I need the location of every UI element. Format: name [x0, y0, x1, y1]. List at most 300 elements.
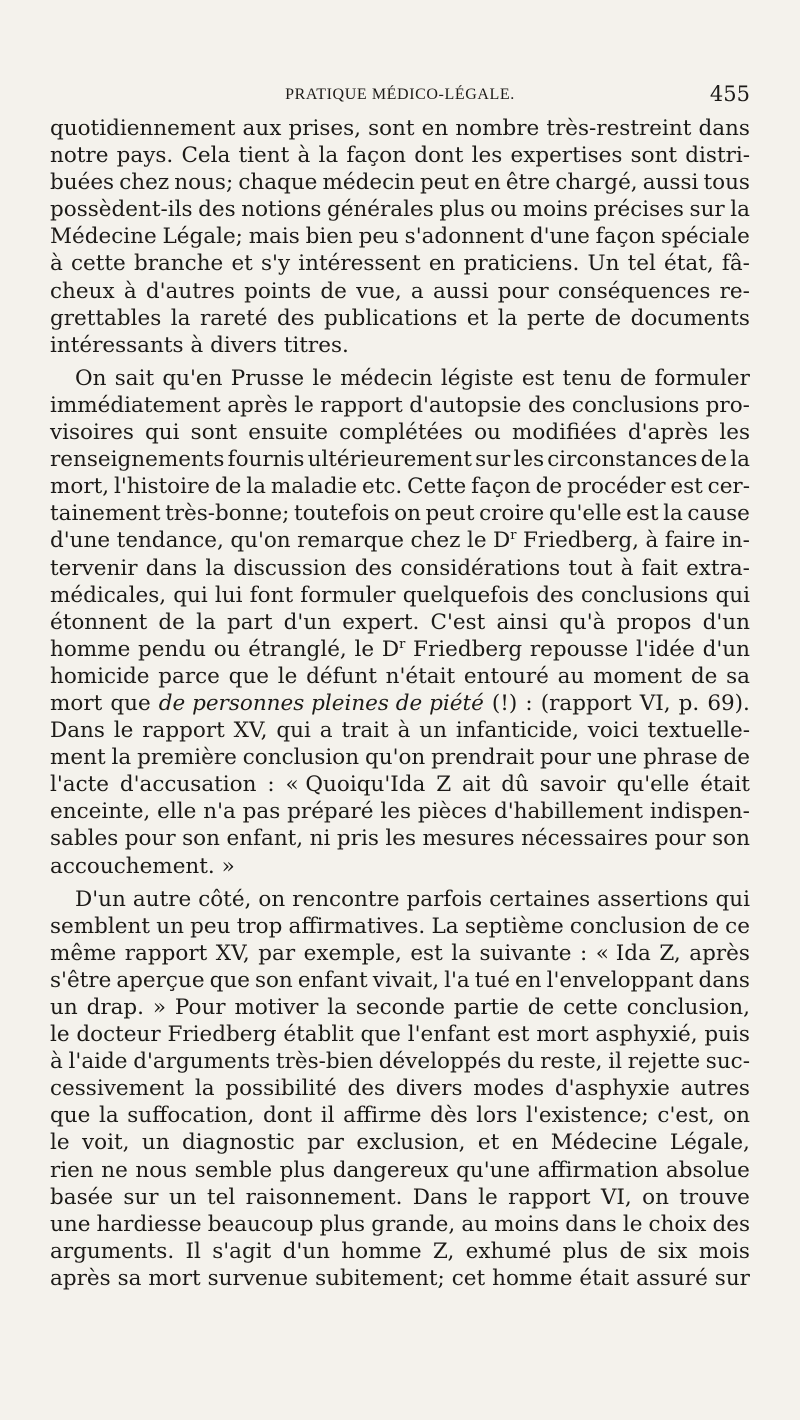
word: arguments.: [50, 1238, 175, 1264]
word: après: [689, 940, 750, 966]
word: état,: [664, 251, 714, 277]
word: légiste: [440, 365, 514, 391]
word: intéressants: [50, 332, 184, 358]
word: aussi: [432, 278, 489, 304]
word: était: [579, 1265, 630, 1291]
word: entouré: [463, 663, 549, 689]
word: d'un: [282, 1238, 330, 1264]
word: XV,: [233, 718, 268, 744]
word: façon: [346, 143, 407, 169]
text-line: [50, 825, 750, 852]
word: qu'à: [559, 609, 606, 635]
word: :: [579, 940, 588, 966]
text-line: [50, 169, 750, 196]
word: hardiesse: [96, 1211, 202, 1237]
word: etc.: [361, 474, 403, 500]
word: pièces: [417, 799, 488, 825]
word: l'acte: [50, 772, 110, 798]
word: Prusse: [230, 365, 305, 391]
word: possibilité: [225, 1076, 337, 1102]
word: d'arguments: [133, 1049, 271, 1075]
word: faire: [664, 528, 716, 554]
word: enfant,: [226, 826, 304, 852]
word: pour: [497, 278, 549, 304]
word: »: [152, 995, 167, 1020]
doctor-superscript: r: [399, 636, 406, 652]
word: subitement;: [315, 1265, 445, 1291]
word: modifiées: [512, 420, 617, 446]
word: ainsi: [496, 609, 548, 635]
word: enceinte,: [50, 799, 151, 825]
word: n'était: [385, 663, 456, 689]
word: Médecine: [550, 1130, 658, 1156]
word: que: [360, 1022, 401, 1048]
word: les: [380, 799, 412, 825]
text-line: [50, 582, 750, 609]
word: de: [723, 745, 750, 771]
word: cer-: [707, 474, 750, 500]
word: d'un: [283, 609, 332, 635]
word: une: [50, 1211, 91, 1237]
word: la: [663, 501, 683, 527]
word: être: [505, 170, 551, 196]
word: exhumé: [465, 1238, 552, 1264]
word: trait: [341, 718, 389, 744]
word: sont: [630, 143, 678, 169]
word: perte: [526, 305, 586, 331]
word: plus: [279, 1157, 326, 1183]
word: ait: [462, 772, 491, 798]
word: conclusion,: [626, 995, 750, 1020]
word: parce: [158, 663, 220, 689]
word: :: [267, 772, 275, 798]
text-line: [50, 500, 750, 527]
word: procéder: [567, 474, 666, 500]
word: façon: [471, 474, 531, 500]
word: l'existence;: [526, 1103, 649, 1129]
running-title: PRATIQUE MÉDICO-LÉGALE.: [285, 86, 515, 103]
word: intéressent: [298, 251, 421, 277]
word: septième: [464, 913, 564, 939]
word: dans: [698, 967, 750, 993]
word: pris: [336, 826, 379, 852]
word: semble: [194, 1157, 273, 1183]
word: docteur: [76, 1022, 161, 1048]
word: les: [513, 447, 545, 473]
word: Dans: [50, 718, 105, 744]
word: les: [719, 420, 750, 446]
word: l'a: [444, 967, 470, 993]
word: dans: [565, 1211, 617, 1237]
word: reste,: [540, 1049, 603, 1075]
text-line: [50, 305, 750, 332]
word: de: [535, 474, 563, 500]
word: cessivement: [50, 1076, 185, 1102]
word: la: [170, 305, 191, 331]
word: prises,: [288, 116, 361, 141]
word: la: [318, 143, 339, 169]
word: sables: [50, 826, 119, 852]
word: le: [50, 1130, 70, 1156]
word: d'accusation: [119, 772, 257, 798]
word: il: [608, 1049, 622, 1075]
word: basée: [50, 1184, 114, 1210]
word: les: [385, 826, 417, 852]
word: $D^r$: [493, 528, 517, 554]
word: quelquefois: [402, 582, 530, 608]
word: beaucoup: [207, 1211, 314, 1237]
word: est: [626, 501, 659, 527]
word: titres.: [283, 332, 349, 358]
word: étranglé,: [248, 636, 347, 662]
word: à: [50, 251, 63, 277]
word: six: [657, 1238, 688, 1264]
word: un: [50, 995, 78, 1020]
word: était: [700, 772, 750, 798]
word: le: [478, 1184, 498, 1210]
word: possèdent-ils: [50, 197, 193, 223]
word: conclusion: [569, 913, 687, 939]
word: chaque: [238, 170, 318, 196]
word: en: [421, 116, 449, 141]
text-line: [50, 636, 750, 663]
word: savoir: [539, 772, 606, 798]
word: on: [642, 1184, 669, 1210]
word: défunt: [306, 663, 377, 689]
word: en: [474, 170, 501, 196]
word: que: [110, 690, 151, 716]
word: buées: [50, 170, 115, 196]
word: sa: [726, 663, 750, 689]
text-line: [50, 798, 750, 825]
text-line: [50, 196, 750, 223]
word: immédiatement: [50, 392, 221, 418]
word: dans: [698, 116, 750, 141]
text-line: [50, 115, 750, 142]
word: Pour: [174, 995, 226, 1020]
word: de: [692, 913, 719, 939]
word: aux: [242, 116, 282, 141]
word: par: [258, 940, 296, 966]
word: à: [397, 718, 411, 744]
word: des: [536, 582, 574, 608]
word: la: [730, 447, 750, 473]
word: est: [670, 474, 703, 500]
text-line: [50, 1102, 750, 1129]
word: rejette: [627, 1049, 701, 1075]
word: nombre: [455, 116, 540, 141]
word: un: [141, 1130, 170, 1156]
text-line: [50, 967, 750, 994]
word: certaines: [489, 886, 591, 912]
word: et: [231, 251, 253, 277]
word: la: [730, 197, 750, 223]
word: des: [198, 197, 236, 223]
text-line: [50, 419, 750, 446]
word: aussi: [642, 170, 699, 196]
word: sur: [123, 1184, 159, 1210]
word: Z,: [432, 1238, 455, 1264]
word: après: [50, 1265, 111, 1291]
word: suc-: [705, 1049, 750, 1075]
word: autre: [132, 886, 192, 912]
word: dès: [430, 1103, 468, 1129]
word: nous;: [174, 170, 234, 196]
word: ou: [490, 197, 518, 223]
word: est: [521, 365, 555, 391]
word: s'agit: [212, 1238, 272, 1264]
text-line: [50, 609, 750, 636]
word: que: [50, 1103, 91, 1129]
word: assertions: [597, 886, 709, 912]
text-line: [50, 527, 750, 554]
word: ensuite: [248, 420, 328, 446]
word: ou: [474, 420, 501, 446]
word: suivante: [479, 940, 572, 966]
word: $D^r$: [381, 636, 406, 662]
word: de: [214, 474, 242, 500]
word: trouve: [679, 1184, 750, 1210]
word: dont: [262, 1103, 313, 1129]
word: très-restreint: [546, 116, 692, 141]
word: tout: [568, 555, 613, 581]
word: le: [466, 528, 487, 554]
word: tainement: [50, 501, 161, 527]
word: est: [497, 1022, 530, 1048]
word: Médecine: [50, 224, 157, 250]
word: Cette: [407, 474, 467, 500]
word: rapport: [320, 392, 403, 418]
word: façon: [595, 224, 656, 250]
word: cheux: [50, 278, 115, 304]
word: s'adonnent: [404, 224, 525, 250]
text-line: [50, 1129, 750, 1156]
word: un: [419, 718, 447, 744]
word: divers: [395, 1076, 463, 1102]
word: moins: [494, 1211, 560, 1237]
word: l'aide: [68, 1049, 128, 1075]
word: rareté: [200, 305, 268, 331]
word: « Ida: [595, 940, 651, 966]
word: sa: [117, 1265, 142, 1291]
word: considérations: [400, 555, 561, 581]
word: notre: [50, 143, 109, 169]
word: à: [50, 1049, 63, 1075]
word: qu'une: [456, 1157, 531, 1183]
word: infanticide,: [455, 718, 579, 744]
word: prendrait: [431, 745, 535, 771]
word: homme: [50, 636, 131, 662]
word: des: [354, 555, 393, 581]
word: a: [410, 278, 424, 304]
word: indispen-: [649, 799, 750, 825]
word: le: [312, 365, 333, 391]
word: cause: [687, 501, 750, 527]
word: motiver: [234, 995, 319, 1020]
word: drap.: [86, 995, 145, 1020]
word: pendu: [138, 636, 206, 662]
word: diagnostic: [182, 1130, 295, 1156]
word: d'habillement: [493, 799, 644, 825]
word: générales: [326, 197, 434, 223]
word: précises: [593, 197, 684, 223]
word: homme: [341, 1238, 422, 1264]
word: s'y: [261, 251, 291, 277]
word: le: [277, 663, 298, 689]
text-line: [50, 663, 750, 690]
word: VI,: [639, 690, 671, 716]
word: spéciale: [661, 224, 750, 250]
word: re-: [719, 278, 750, 304]
word: notions: [241, 197, 322, 223]
word: modes: [473, 1076, 545, 1102]
word: publications: [324, 305, 458, 331]
word: extra-: [686, 555, 750, 581]
word: médecin: [322, 170, 415, 196]
word: pour: [540, 745, 591, 771]
word: XV,: [215, 940, 250, 966]
word: sont: [190, 420, 238, 446]
word: la: [327, 995, 347, 1020]
text-line: [50, 853, 750, 880]
word: qui: [715, 886, 750, 912]
text-line: [50, 913, 750, 940]
word: (!): [491, 690, 518, 716]
word: Un: [587, 251, 620, 277]
word: le: [354, 636, 375, 662]
doctor-superscript: r: [510, 528, 517, 544]
word: conséquences: [557, 278, 711, 304]
word: exemple,: [303, 940, 402, 966]
word: après: [227, 392, 288, 418]
word: de: [700, 447, 728, 473]
word: Légale,: [669, 1130, 750, 1156]
word: à: [123, 278, 137, 304]
word: chez: [410, 528, 461, 554]
word: très-bonne;: [165, 501, 290, 527]
word: qui: [173, 582, 208, 608]
word: d'une: [529, 224, 590, 250]
running-head: [50, 82, 750, 112]
word: ment: [50, 745, 106, 771]
word: ne: [101, 1157, 128, 1183]
word: puis: [704, 1022, 750, 1048]
word: 69).: [707, 690, 750, 716]
word: la: [497, 305, 518, 331]
word: grande,: [371, 1211, 456, 1237]
word: tel: [627, 251, 656, 277]
text-line: [50, 690, 750, 717]
word: chez: [119, 170, 170, 196]
word: La: [431, 913, 459, 939]
word: homicide: [50, 663, 150, 689]
word: d'autres: [145, 278, 235, 304]
word: sont: [368, 116, 415, 141]
word: ni: [309, 826, 331, 852]
word: assuré: [636, 1265, 708, 1291]
word: mois: [698, 1238, 750, 1264]
word: nous: [135, 1157, 188, 1183]
word: la: [196, 609, 216, 635]
word: VI,: [600, 1184, 632, 1210]
word: voici: [587, 718, 639, 744]
word: d'un: [702, 609, 750, 635]
word: « Quoiqu'Ida: [285, 772, 426, 798]
word: d'une: [50, 528, 111, 554]
text-line: [50, 142, 750, 169]
word: sur: [475, 447, 511, 473]
word: est: [410, 940, 443, 966]
word: affirmation: [537, 1157, 659, 1183]
word: tervenir: [50, 555, 138, 581]
word: absolue: [665, 1157, 750, 1183]
word: pas: [242, 799, 281, 825]
word: fait: [641, 555, 678, 581]
word: de: [527, 995, 555, 1020]
word: plus: [562, 1238, 609, 1264]
word: à: [297, 143, 311, 169]
word: de: [320, 278, 347, 304]
word: et: [477, 1130, 500, 1156]
word: l'idée: [635, 636, 695, 662]
word: établit: [283, 1022, 354, 1048]
word: divers: [210, 332, 277, 358]
word: maladie: [270, 474, 358, 500]
word: parfois: [406, 886, 483, 912]
word: première: [137, 745, 237, 771]
word: lors: [476, 1103, 518, 1129]
word: de: [690, 663, 718, 689]
word: Il: [185, 1238, 201, 1264]
word: praticiens.: [463, 251, 580, 277]
word: par: [307, 1130, 344, 1156]
word: il: [320, 1103, 335, 1129]
word: c'est,: [657, 1103, 715, 1129]
word: un: [156, 913, 184, 939]
word: repousse: [529, 636, 629, 662]
text-line: [50, 771, 750, 798]
word: part: [226, 609, 273, 635]
word: mort: [148, 1265, 201, 1291]
word: chargé,: [555, 170, 638, 196]
word: la: [205, 555, 226, 581]
word: branche: [133, 251, 224, 277]
word: l'enfant: [407, 1022, 491, 1048]
word: sur: [689, 197, 725, 223]
word: lui: [214, 582, 243, 608]
word: mesures: [422, 826, 515, 852]
text-line: [50, 250, 750, 277]
word: de: [594, 305, 622, 331]
word: développés: [378, 1049, 502, 1075]
word: peu: [190, 913, 231, 939]
word: fâ-: [721, 251, 750, 277]
word: bien: [305, 224, 353, 250]
word: en: [511, 1130, 539, 1156]
word: in-: [721, 528, 750, 554]
word: étonnent: [50, 609, 148, 635]
word: documents: [630, 305, 750, 331]
word: asphyxié,: [595, 1022, 698, 1048]
word: une: [596, 745, 638, 771]
word: peut: [420, 170, 469, 196]
word: mais: [248, 224, 300, 250]
word: elle: [157, 799, 197, 825]
word: tenu: [562, 365, 612, 391]
word: son: [254, 967, 293, 993]
text-line: [50, 1211, 750, 1238]
word: voit,: [82, 1130, 130, 1156]
